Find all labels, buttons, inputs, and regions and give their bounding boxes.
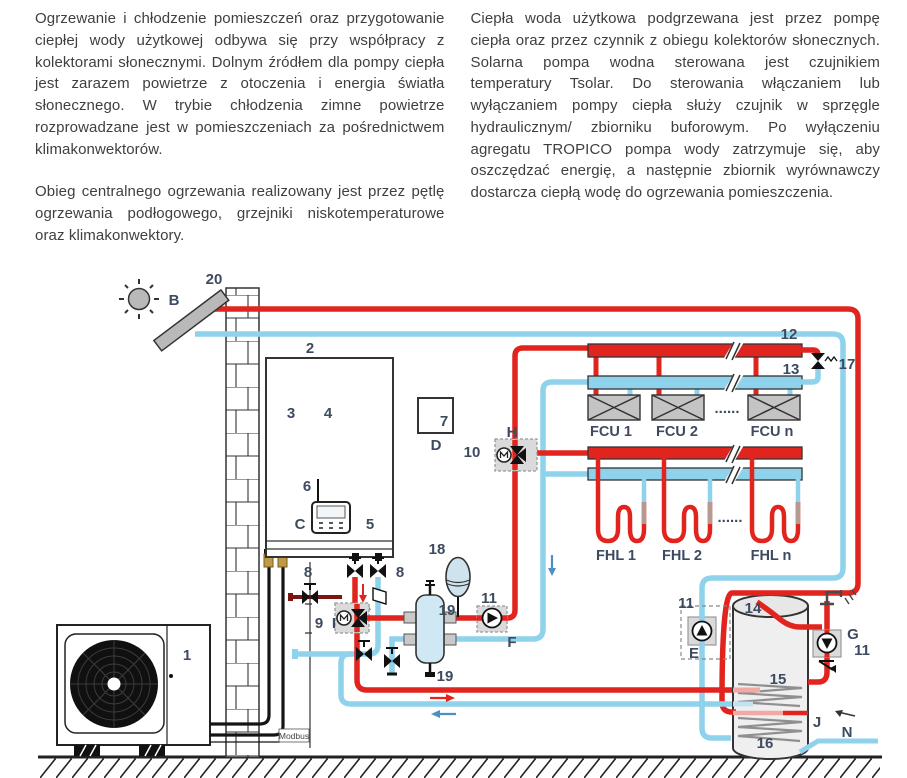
label-fcu2: FCU 2 [656, 424, 698, 440]
label-fcu1: FCU 1 [590, 424, 632, 440]
cold-water-inlet [800, 710, 878, 752]
label-b: B [168, 292, 180, 309]
label-15: 15 [769, 671, 787, 688]
label-17: 17 [838, 356, 856, 373]
solar-collector [119, 279, 229, 351]
label-modbus: Modbus [278, 731, 310, 741]
pump-f [477, 606, 507, 632]
label-fhl2: FHL 2 [661, 548, 703, 564]
label-1: 1 [182, 647, 192, 664]
label-dots: ...... [714, 400, 740, 417]
label-20: 20 [205, 271, 223, 288]
label-3: 3 [286, 405, 296, 422]
label-5: 5 [365, 516, 375, 533]
label-16: 16 [756, 735, 774, 752]
drain-nipple [425, 672, 435, 677]
hydraulic-separator [384, 581, 456, 677]
label-8: 8 [395, 564, 405, 581]
unit-feet [74, 745, 165, 756]
label-6: 6 [302, 478, 312, 495]
label-i: I [331, 615, 337, 632]
air-vent-icon [425, 581, 435, 585]
fcu-supply-manifold [588, 344, 802, 357]
label-19: 19 [436, 668, 454, 685]
dhw-pump-g [813, 630, 841, 657]
sun-icon [119, 279, 159, 319]
label-11: 11 [678, 595, 694, 612]
label-fhln: FHL n [750, 548, 792, 564]
paragraph: Ciepła woda użytkowa podgrzewana jest przez pompę ciepła oraz przez czynnik z obiegu kolektorów słonecznych. Solarna pompa wodna sterowana jest czujnikiem temperatury Tsolar. Do sterowania włączaniem lub wyłączaniem pompy ciepła służy czujnik w sprzęgle hydraulicznym/ zbiorniku buforowym. Po wyłączeniu agregatu TROPICO pompa wody zatrzymuje się, aby oszczędzać energię, a następnie zbiornik wyrównawczy dostarcza ciepłą wodę do ogrzewania pomieszczenia. [470, 10, 880, 201]
label-h: H [506, 424, 518, 441]
three-way-valve-h [495, 439, 537, 471]
label-4: 4 [323, 405, 333, 422]
outdoor-unit [57, 625, 210, 756]
label-j: J [812, 714, 822, 731]
bypass-valve-icon [811, 353, 825, 369]
collector-panel [154, 290, 229, 351]
label-14: 14 [744, 600, 762, 617]
drain-cap [292, 649, 298, 659]
label-7: 7 [439, 413, 449, 430]
label-e: E [688, 645, 700, 662]
paragraph: Ogrzewanie i chłodzenie pomieszczeń oraz przygotowanie ciepłej wody użytkowej odbywa się przy współpracy z kolektorami słonecznymi. Dolnym źródłem dla pompy ciepła jest zarazem powietrze z otoczenia i energia światła słonecznego. W trybie chłodzenia zimne powietrze rozprowadzane jest w pomieszczeniach za pośrednictwem klimakonwektorów. [35, 10, 445, 158]
label-19: 19 [438, 602, 456, 619]
label-8: 8 [303, 564, 313, 581]
ground [38, 757, 882, 778]
shutoff-valve-8 [347, 558, 363, 578]
fan-icon [70, 640, 158, 728]
label-n: N [841, 724, 853, 741]
fhl-return-manifold [588, 468, 802, 480]
label-2: 2 [305, 340, 315, 357]
three-way-valve-i [335, 603, 410, 633]
flow-arrow-down [359, 595, 367, 603]
fhl-supply-manifold [588, 447, 802, 459]
control-panel [312, 502, 350, 533]
label-fcun: FCU n [750, 424, 794, 440]
label-fhl1: FHL 1 [595, 548, 637, 564]
fcu-units [588, 395, 800, 420]
check-flap-icon [373, 588, 386, 604]
label-g: G [847, 626, 859, 643]
label-11: 11 [481, 590, 497, 607]
label-12: 12 [780, 326, 798, 343]
brick-wall [226, 288, 259, 757]
label-11: 11 [854, 642, 870, 659]
label-c: C [294, 516, 306, 533]
label-dots: ...... [717, 509, 743, 526]
label-18: 18 [428, 541, 446, 558]
label-d: D [430, 437, 442, 454]
label-13: 13 [782, 361, 800, 378]
fcu-return-manifold [588, 376, 802, 389]
label-10: 10 [463, 444, 481, 461]
paragraph: Obieg centralnego ogrzewania realizowany jest przez pętlę ogrzewania podłogowego, grzejniki niskotemperaturowe oraz klimakonwektory. [35, 183, 445, 244]
shutoff-valve-8 [370, 558, 386, 578]
label-f: F [507, 634, 517, 651]
label-9: 9 [314, 615, 324, 632]
